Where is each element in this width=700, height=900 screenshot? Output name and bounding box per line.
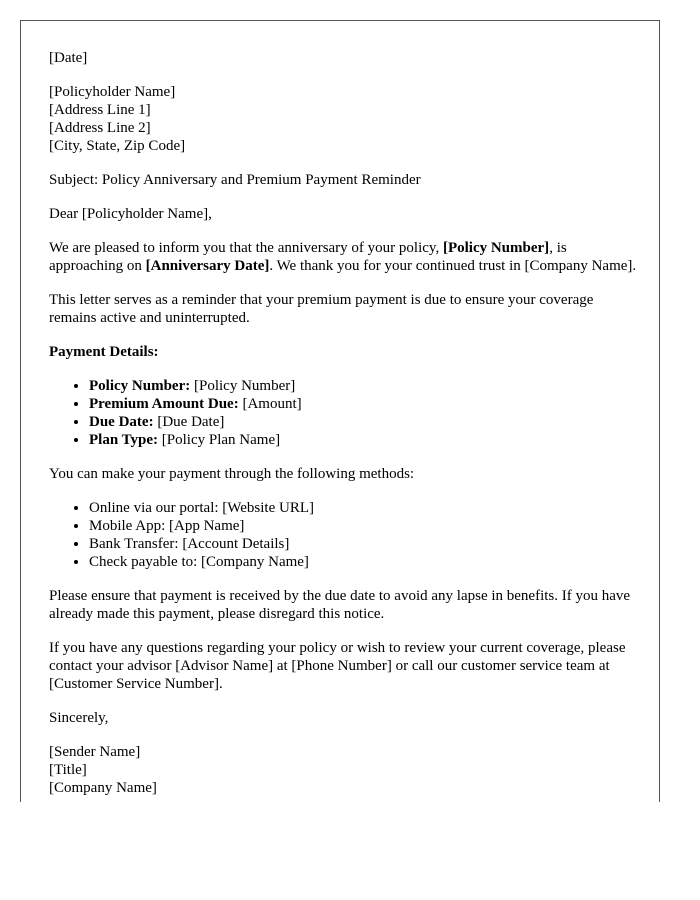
- list-item: • Check payable to: [Company Name]: [89, 553, 639, 571]
- signature-line: [Company Name]: [49, 780, 157, 796]
- detail-value: [Due Date]: [153, 414, 225, 430]
- recipient-address: [49, 83, 639, 155]
- letter-salutation: Dear [Policyholder Name],: [49, 206, 212, 222]
- letter-subject: Subject: Policy Anniversary and Premium Payment Reminder: [49, 172, 421, 188]
- letter-page: [20, 20, 660, 802]
- detail-label: Premium Amount Due:: [89, 396, 239, 412]
- list-item: [89, 431, 639, 449]
- intro-text: . We thank you for your continued trust in [Company Name].: [269, 258, 637, 274]
- payment-details-heading-text: Payment Details:: [49, 344, 159, 360]
- detail-value: [Policy Plan Name]: [158, 432, 281, 448]
- contact-paragraph: If you have any questions regarding your policy or wish to review your current coverage, please contact your advisor [Advisor Name] at [Phone Number] or call our customer service team at [Customer Service Number].: [49, 640, 626, 692]
- detail-value: [Amount]: [238, 396, 302, 412]
- address-line: [Address Line 2]: [49, 120, 151, 136]
- intro-paragraph: [49, 239, 639, 275]
- letter-date: [Date]: [49, 50, 88, 66]
- detail-label: Plan Type:: [89, 432, 159, 448]
- intro-text: , is approaching on: [49, 240, 567, 274]
- detail-label: Policy Number:: [89, 378, 191, 394]
- address-line: [Policyholder Name]: [49, 84, 176, 100]
- list-item: [89, 377, 639, 395]
- policy-number-placeholder: [Policy Number]: [442, 240, 550, 256]
- list-item: • Mobile App: [App Name]: [89, 517, 639, 535]
- signature-line: [Sender Name]: [49, 744, 141, 760]
- signature-block: [49, 743, 639, 797]
- letter-closing: Sincerely,: [49, 710, 109, 726]
- address-line: [City, State, Zip Code]: [49, 138, 186, 154]
- payment-methods-list: [49, 499, 639, 571]
- anniversary-date-placeholder: [Anniversary Date]: [145, 258, 270, 274]
- list-item: [89, 395, 639, 413]
- detail-label: Due Date:: [89, 414, 154, 430]
- intro-text: We are pleased to inform you that the anniversary of your policy,: [49, 240, 443, 256]
- payment-details-list: [49, 377, 639, 449]
- signature-line: [Title]: [49, 762, 87, 778]
- reminder-paragraph: This letter serves as a reminder that your premium payment is due to ensure your coverage remains active and uninterrupted.: [49, 292, 594, 326]
- address-line: [Address Line 1]: [49, 102, 151, 118]
- list-item: [89, 413, 639, 431]
- payment-methods-intro: You can make your payment through the following methods:: [49, 466, 415, 482]
- detail-value: [Policy Number]: [190, 378, 296, 394]
- letter-body: [49, 49, 639, 802]
- list-item: • Online via our portal: [Website URL]: [89, 499, 639, 517]
- list-item: • Bank Transfer: [Account Details]: [89, 535, 639, 553]
- payment-details-heading: [49, 343, 639, 361]
- due-date-paragraph: Please ensure that payment is received by the due date to avoid any lapse in benefits. If you have already made this payment, please disregard this notice.: [49, 588, 631, 622]
